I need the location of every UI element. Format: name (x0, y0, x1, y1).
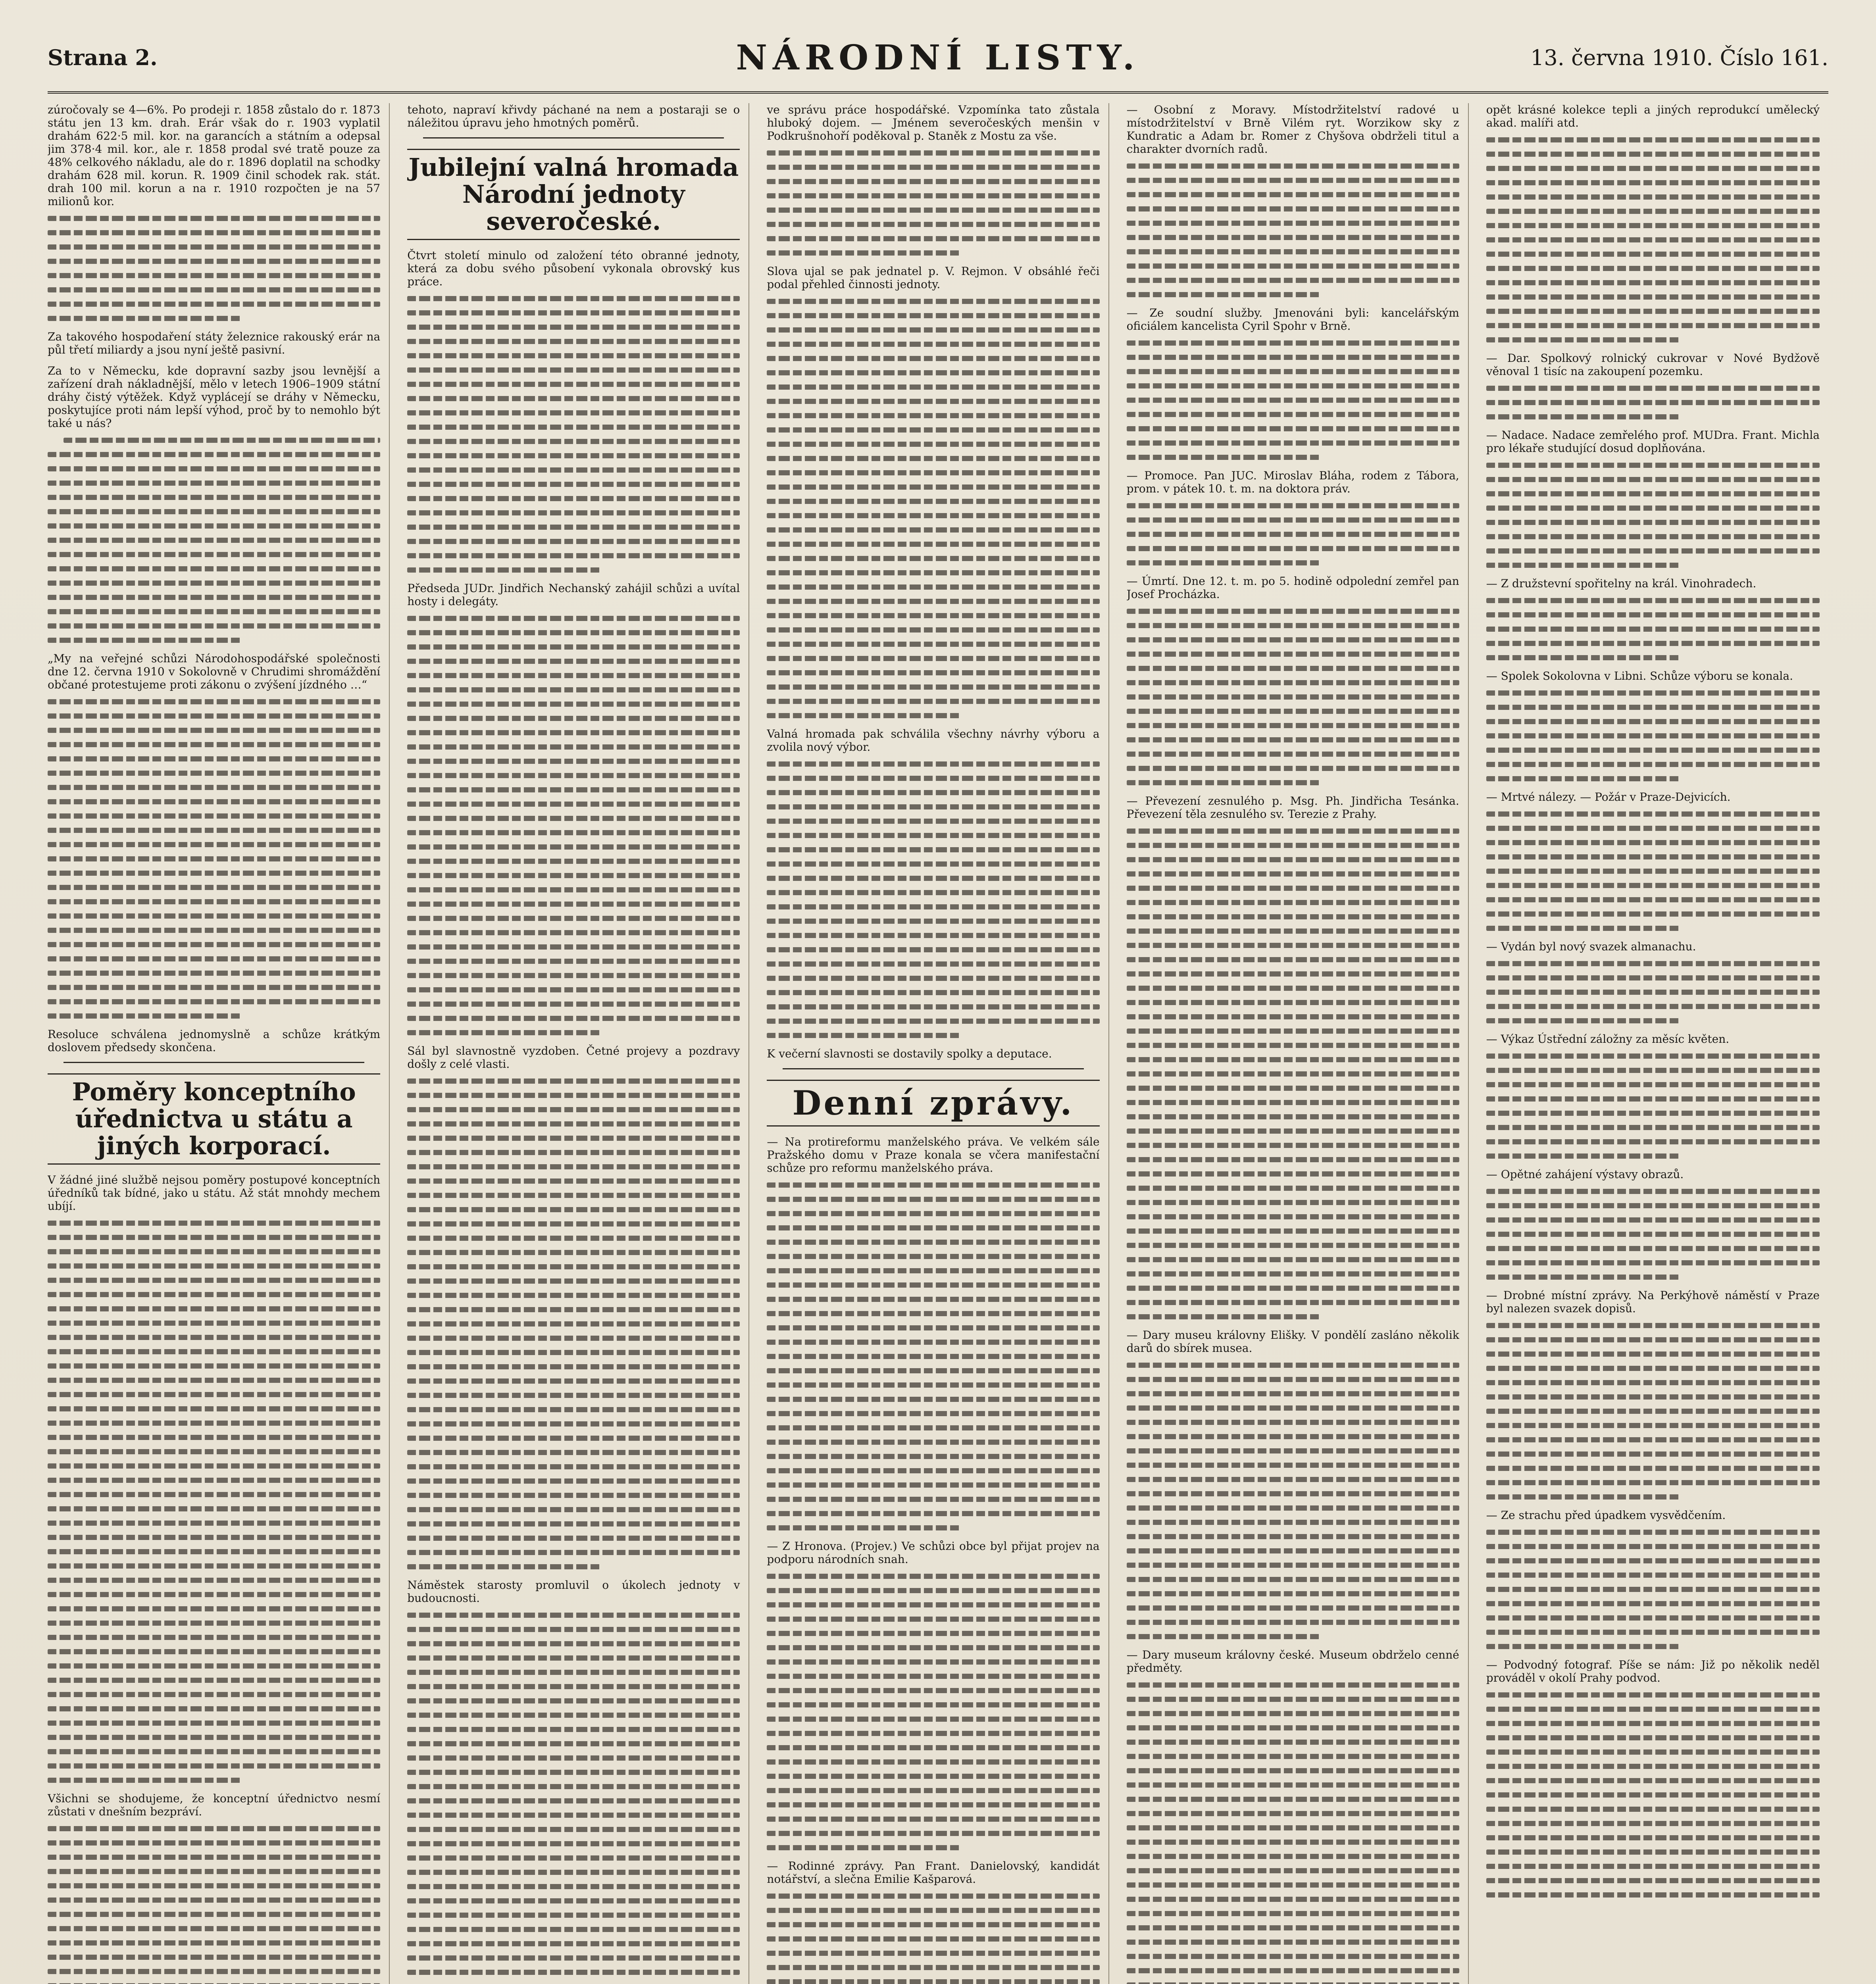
text-block (1486, 386, 1820, 419)
news-item: — Z Hronova. (Projev.) Ve schůzi obce byl přijat projev na podporu národních snah. (767, 1540, 1100, 1566)
news-item: — Podvodný fotograf. Píše se nám: Již po několik neděl prováděl v okolí Prahy podvod. (1486, 1658, 1820, 1684)
text-block (48, 699, 380, 1019)
masthead (48, 24, 1828, 94)
article-paragraph: Slova ujal se pak jednatel p. V. Rejmon. V obsáhlé řeči podal přehled činnosti jednoty. (767, 265, 1100, 291)
text-block (767, 150, 1099, 256)
news-item: — Mrtvé nálezy. — Požár v Praze-Dejvicích. (1486, 790, 1731, 804)
page-number: Strana 2. (48, 45, 158, 70)
text-block (48, 438, 380, 643)
text-block (48, 1221, 380, 1783)
news-item: — Převezení zesnulého p. Msg. Ph. Jindřicha Tesánka. Převezení těla zesnulého sv. Terezie z Prahy. (1126, 794, 1459, 821)
news-item: — Dary museu královny Elišky. V pondělí zasláno několik darů do sbírek musea. (1126, 1328, 1459, 1355)
text-block (1486, 1054, 1820, 1159)
text-block (407, 1613, 740, 1984)
text-block (1486, 1189, 1820, 1280)
article-paragraph: Všichni se shodujeme, že konceptní úřednictvo nesmí zůstati v dnešním bezpráví. (48, 1792, 381, 1818)
text-block (1486, 690, 1820, 781)
article-paragraph: Za to v Německu, kde dopravní sazby jsou levnější a zařízení drah nákladnější, mělo v letech 1906–1909 státní dráhy čistý výtěžek. Když vyplácejí se dráhy v Německu, poskytujíce proti nám lepší výhod, proč by to nemohlo být také u nás? (48, 364, 381, 430)
text-block (1127, 163, 1459, 297)
text-block (1486, 811, 1820, 931)
text-block (1127, 1363, 1459, 1639)
text-block (767, 1574, 1099, 1850)
text-block (407, 1079, 740, 1569)
news-item: — Promoce. Pan JUC. Miroslav Bláha, rodem z Tábora, prom. v pátek 10. t. m. na doktora práv. (1126, 469, 1459, 495)
text-block (1127, 340, 1459, 460)
news-item: — Z družstevní spořitelny na král. Vinohradech. (1486, 577, 1757, 590)
article-paragraph: Sál byl slavnostně vyzdoben. Četné projevy a pozdravy došly z celé vlasti. (407, 1044, 740, 1071)
news-item: — Úmrtí. Dne 12. t. m. po 5. hodině odpolední zemřel pan Josef Procházka. (1126, 575, 1459, 601)
text-block (1486, 463, 1820, 568)
news-item: — Spolek Sokolovna v Libni. Schůze výboru se konala. (1486, 669, 1793, 682)
text-columns (48, 103, 1828, 1984)
news-item: — Drobné místní zprávy. Na Perkýhově náměstí v Praze byl nalezen svazek dopisů. (1486, 1289, 1820, 1315)
news-item: — Na protireformu manželského práva. Ve velkém sále Pražského domu v Praze konala se včera manifestační schůze pro reformu manželského práva. (767, 1135, 1100, 1175)
article-heading: Poměry konceptního úřednictva u státu a jiných korporací. (48, 1073, 380, 1165)
article-paragraph: Čtvrt století minulo od založení této obranné jednoty, která za dobu svého působení vykonala obrovský kus práce. (407, 249, 740, 288)
news-item: — Opětné zahájení výstavy obrazů. (1486, 1168, 1684, 1181)
news-item: — Výkaz Ústřední záložny za měsíc květen. (1486, 1032, 1730, 1046)
column-5 (1486, 103, 1828, 1984)
article-paragraph: Za takového hospodaření státy železnice rakouský erár na půl třetí miliardy a jsou nyní ještě pasivní. (48, 330, 381, 356)
text-block (767, 299, 1099, 718)
article-paragraph: Náměstek starosty promluvil o úkolech jednoty v budoucnosti. (407, 1578, 740, 1605)
text-block (1486, 598, 1820, 660)
article-paragraph: Předseda JUDr. Jindřich Nechanský zahájil schůzi a uvítal hosty i delegáty. (407, 582, 740, 608)
column-4 (1127, 103, 1469, 1984)
news-item: — Ze strachu před úpadkem vysvědčením. (1486, 1509, 1726, 1522)
news-item: — Osobní z Moravy. Místodržitelství radové u místodržitelství v Brně Vilém ryt. Worzikow sky z Kundratic a Adam br. Romer z Chyšova obdrželi titul a charakter dvorních radů. (1126, 103, 1459, 156)
text-block (767, 761, 1099, 1038)
article-heading: Jubilejní valná hromada Národní jednoty severočeské. (407, 149, 740, 240)
article-paragraph: V žádné jiné službě nejsou poměry postupové konceptních úředníků tak bídné, jako u státu. Až stát mnohdy mechem ubíjí. (48, 1173, 381, 1213)
article-paragraph: Valná hromada pak schválila všechny návrhy výboru a zvolila nový výbor. (767, 727, 1100, 754)
text-block (407, 616, 740, 1035)
issue-date: 13. června 1910. Číslo 161. (1530, 45, 1828, 70)
text-block (767, 1182, 1099, 1530)
text-block (1486, 1692, 1820, 1897)
news-item: — Nadace. Nadace zemřelého prof. MUDra. Frant. Michla pro lékaře studující dosud doplňována. (1486, 429, 1820, 455)
text-block (407, 296, 740, 573)
article-paragraph: Resoluce schválena jednomyslně a schůze krátkým doslovem předsedy skončena. (48, 1028, 381, 1054)
text-block (48, 216, 380, 321)
column-3 (767, 103, 1109, 1984)
article-paragraph: ve správu práce hospodářské. Vzpomínka tato zůstala hluboký dojem. — Jménem severočeských menšin v Podkrušnohoří poděkoval p. Staněk z Mostu za vše. (767, 103, 1100, 142)
article-paragraph: K večerní slavnosti se dostavily spolky a deputace. (767, 1047, 1052, 1060)
text-block (1486, 1323, 1820, 1500)
text-block (1127, 609, 1459, 785)
text-block (48, 1826, 380, 1984)
newspaper-title: NÁRODNÍ LISTY. (736, 37, 1140, 78)
article-paragraph: tehoto, napraví křivdy páchané na nem a postaraji se o náležitou úpravu jeho hmotných poměrů. (407, 103, 740, 129)
news-item: — Vydán byl nový svazek almanachu. (1486, 940, 1696, 953)
news-item: — Dary museum královny české. Museum obdrželo cenné předměty. (1126, 1648, 1459, 1674)
column-2 (407, 103, 749, 1984)
divider (63, 1062, 364, 1063)
text-block (1127, 503, 1459, 565)
text-block (1486, 1530, 1820, 1649)
text-block (767, 1894, 1099, 1984)
article-paragraph: zúročovaly se 4—6%. Po prodeji r. 1858 zůstalo do r. 1873 státu jen 13 km. drah. Erár však do r. 1903 vyplatil drahám 622·5 mil. kor. na garancích a státním a odepsal jim 378·4 mil. kor., ale r. 1858 prodal své tratě pouze za 48% celkového nákladu, ale do r. 1896 doplatil na schodky drahám 628 mil. korun. R. 1909 činil schodek rak. stát. drah 100 mil. korun a na r. 1910 rozpočten je na 57 milionů kor. (48, 103, 381, 208)
section-heading-daily-news: Denní zprávy. (767, 1080, 1099, 1127)
text-block (1486, 137, 1820, 342)
resolution-quote: „My na veřejné schůzi Národohospodářské společnosti dne 12. června 1910 v Sokolovně v Chrudimi shromáždění občané protestujeme proti zákonu o zvýšení jízdného …“ (48, 652, 381, 691)
news-item: — Rodinné zprávy. Pan Frant. Danielovský, kandidát notářství, a slečna Emilie Kašparová. (767, 1859, 1100, 1886)
news-item: — Ze soudní služby. Jmenováni byli: kancelářským oficiálem kancelista Cyril Spohr v Brně. (1126, 306, 1459, 333)
column-1 (48, 103, 390, 1984)
text-block (1486, 961, 1820, 1023)
text-block (1127, 1682, 1459, 1984)
divider (783, 1068, 1083, 1069)
divider (423, 137, 724, 138)
news-item: — Dar. Spolkový rolnický cukrovar v Nové Bydžově věnoval 1 tisíc na zakoupení pozemku. (1486, 352, 1820, 378)
text-block (1127, 829, 1459, 1319)
news-item: opět krásné kolekce tepli a jiných reprodukcí umělecký akad. malíři atd. (1486, 103, 1820, 129)
